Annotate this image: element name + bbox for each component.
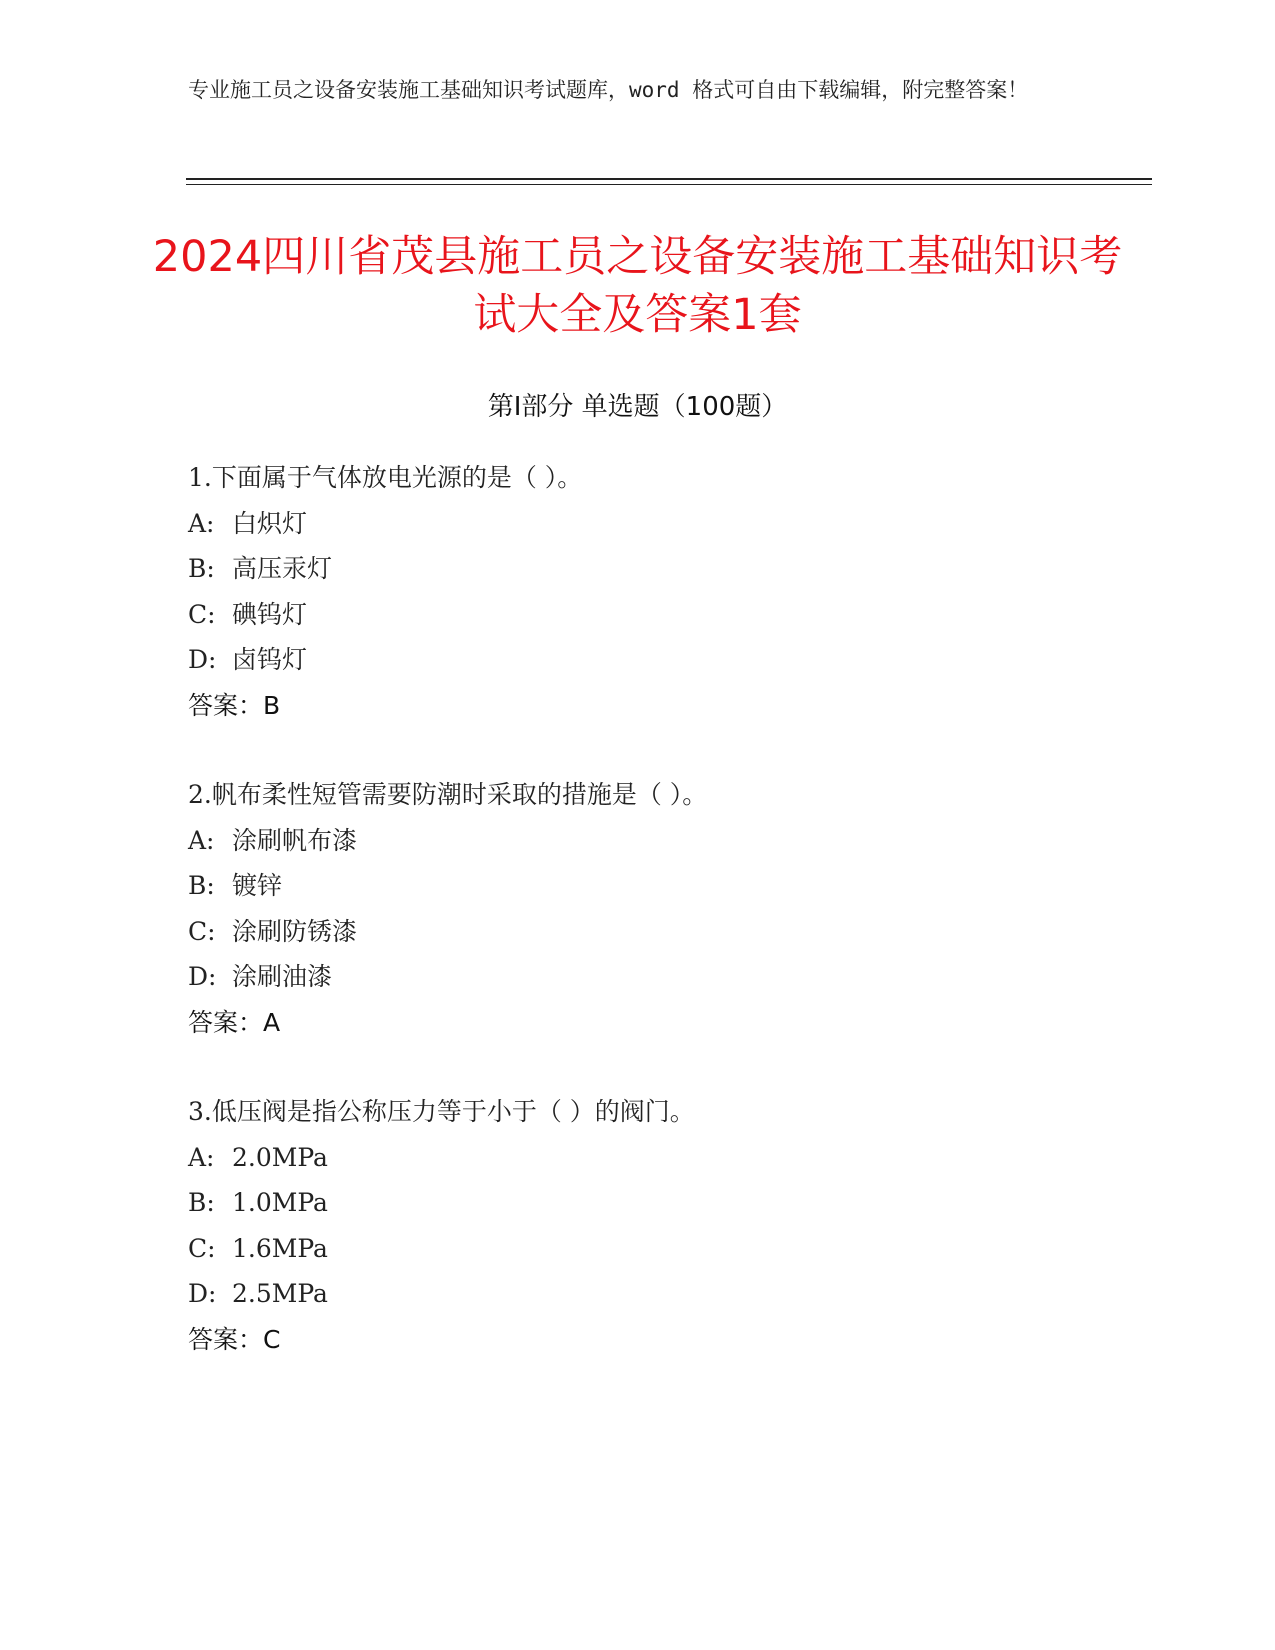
answer-line: 答案：C [188,1324,281,1354]
option-d [188,954,707,1000]
option-c [188,592,582,638]
option-key: D: [188,962,217,991]
option-text: 1.0MPa [232,1188,328,1217]
option-text: 2.0MPa [232,1142,328,1172]
answer-line: 答案：A [188,1007,281,1037]
option-text: 镀锌 [232,871,283,900]
option-text: 卤钨灯 [232,645,308,674]
option-key: D: [188,645,217,674]
option-d [188,1271,695,1317]
question-stem: 3.低压阀是指公称压力等于小于（ ）的阀门。 [188,1097,695,1126]
option-key: B: [188,554,215,583]
option-text: 涂刷帆布漆 [232,825,358,855]
option-text: 碘钨灯 [232,599,308,629]
option-key: C: [188,1233,216,1263]
option-text: 1.6MPa [232,1233,328,1263]
option-text: 2.5MPa [232,1279,328,1308]
option-b [188,863,707,909]
option-key: B: [188,871,215,900]
option-d [188,637,582,683]
option-text: 高压汞灯 [232,554,333,583]
option-b [188,546,582,592]
option-text: 白炽灯 [232,508,308,538]
answer-line: 答案：B [188,690,281,720]
question-3 [188,1089,695,1362]
option-key: C: [188,916,216,946]
header-divider-thin [186,184,1152,185]
header-divider-thick [186,178,1152,180]
option-a [188,1135,695,1181]
option-a [188,501,582,547]
question-1 [188,455,582,728]
option-key: B: [188,1188,215,1217]
option-key: D: [188,1279,217,1308]
question-stem: 2.帆布柔性短管需要防潮时采取的措施是（ ）。 [188,780,708,809]
section-heading: 第Ⅰ部分 单选题（100题） [487,392,788,422]
option-key: C: [188,599,216,629]
option-c [188,1226,695,1272]
option-a [188,818,707,864]
option-key: A: [188,508,215,538]
option-text: 涂刷油漆 [232,962,333,991]
option-b [188,1180,695,1226]
question-stem: 1.下面属于气体放电光源的是（ ）。 [188,463,583,492]
question-2 [188,772,707,1045]
option-key: A: [188,825,215,855]
document-title: 2024四川省茂县施工员之设备安装施工基础知识考试大全及答案1套 [152,232,1123,340]
option-c [188,909,707,955]
option-key: A: [188,1142,215,1172]
header-note: 专业施工员之设备安装施工基础知识考试题库，word 格式可自由下载编辑，附完整答案！ [188,78,1029,102]
option-text: 涂刷防锈漆 [232,916,358,946]
